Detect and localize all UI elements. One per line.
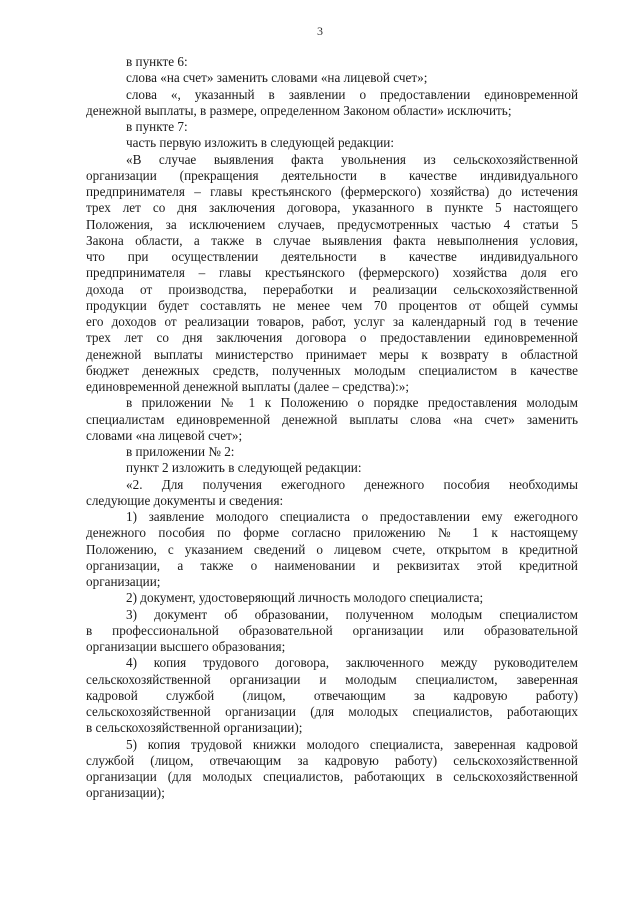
text-line: слова «, указанный в заявлении о предоставлении единовременной <box>126 86 578 102</box>
text-line: Положению, с указанием сведений о лицевом счете, открытом в кредитной <box>86 541 578 557</box>
text-line: кадровой службой (лицом, отвечающим за кадровую работу) <box>86 687 578 703</box>
text-line: 4) копия трудового договора, заключенного между руководителем <box>126 655 578 671</box>
text-line: 1) заявление молодого специалиста о предоставлении ему ежегодного <box>126 509 578 524</box>
text-line: организации высшего образования; <box>86 639 286 654</box>
text-line: сельскохозяйственной организации (для молодых специалистов, работающих <box>86 704 578 719</box>
text-line: Закона области, а также в случае выявления факта невыполнения условия, <box>86 232 578 248</box>
page-number: 3 <box>317 24 323 38</box>
text-line: продукции будет составлять не менее чем 70 процентов от общей суммы <box>86 297 578 313</box>
text-line: словами «на лицевой счет»; <box>86 427 243 443</box>
text-line: бюджет денежных средств, полученных молодым специалистом в качестве <box>86 362 578 378</box>
text-line: организации, а также о наименовании и реквизитах этой кредитной <box>86 557 578 573</box>
text-line: в пункте 7: <box>126 119 188 134</box>
text-line: «В случае выявления факта увольнения из сельскохозяйственной <box>126 151 578 167</box>
text-line: трех лет со дня заключения договора о предоставлении единовременной <box>86 330 578 346</box>
text-line: 5) копия трудовой книжки молодого специалиста, заверенная кадровой <box>126 736 578 752</box>
text-line: пункт 2 изложить в следующей редакции: <box>126 460 362 476</box>
text-line: что при осуществлении деятельности в качестве индивидуального <box>86 249 578 264</box>
text-line: предпринимателя – главы крестьянского (фермерского) хозяйства) до истечения <box>86 184 578 199</box>
text-line: дохода от производства, переработки и реализации сельскохозяйственной <box>86 281 578 297</box>
text-line: 2) документ, удостоверяющий личность молодого специалиста; <box>126 590 484 606</box>
text-line: в приложении № 2: <box>126 444 235 459</box>
text-line: в профессиональной образовательной организации или образовательной <box>86 622 578 638</box>
text-line: в сельскохозяйственной организации); <box>86 720 303 736</box>
text-line: его доходов от реализации товаров, работ, услуг за календарный год в течение <box>86 314 578 329</box>
text-line: денежного пособия по форме согласно приложению № 1 к настоящему <box>86 525 578 541</box>
text-line: 3) документ об образовании, полученном молодым специалистом <box>126 606 578 622</box>
text-line: организации (прекращения деятельности в качестве индивидуального <box>86 167 578 183</box>
text-line: предпринимателя – главы крестьянского (фермерского) хозяйства доля его <box>86 265 578 281</box>
text-line: организации (для молодых специалистов, работающих в сельскохозяйственной <box>86 769 578 784</box>
text-line: денежной выплаты, в размере, определенном Законом области» исключить; <box>86 102 512 118</box>
text-line: организации; <box>86 574 161 589</box>
text-line: денежной выплаты министерство принимает меры к возврату в областной <box>86 346 578 362</box>
text-line: специалистам единовременной денежной выплаты слова «на счет» заменить <box>86 411 578 427</box>
text-line: Положения, за исключением случаев, предусмотренных частью 4 статьи 5 <box>86 216 578 232</box>
text-line: единовременной денежной выплаты (далее – средства):»; <box>86 379 409 394</box>
text-line: следующие документы и сведения: <box>86 492 284 508</box>
text-line: в пункте 6: <box>126 54 188 69</box>
text-line: в приложении № 1 к Положению о порядке предоставления молодым <box>126 395 578 411</box>
text-line: часть первую изложить в следующей редакции: <box>126 135 395 151</box>
text-line: сельскохозяйственной организации и молодым специалистом, заверенная <box>86 671 578 687</box>
text-line: организации); <box>86 785 165 801</box>
text-line: слова «на счет» заменить словами «на лицевой счет»; <box>126 70 428 86</box>
text-line: трех лет со дня заключения договора, указанного в пункте 5 настоящего <box>86 200 578 216</box>
text-line: «2. Для получения ежегодного денежного пособия необходимы <box>126 476 578 492</box>
document-body <box>86 54 578 802</box>
text-line: службой (лицом, отвечающим за кадровую работу) сельскохозяйственной <box>86 752 578 768</box>
